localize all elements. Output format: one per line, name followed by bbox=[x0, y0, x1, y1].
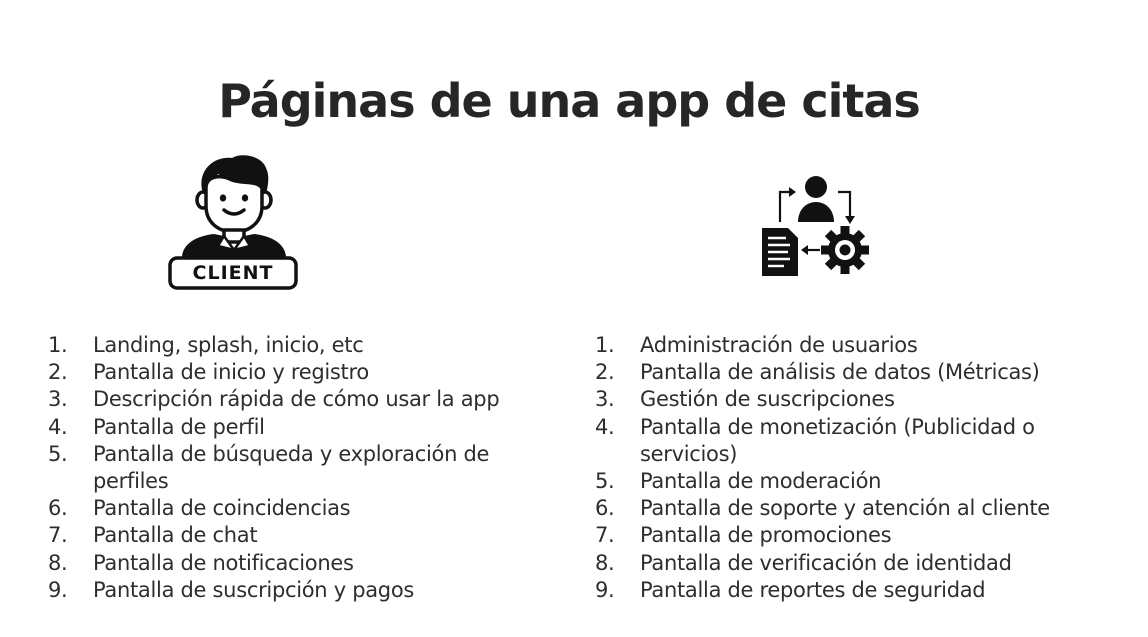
client-pages-list bbox=[48, 332, 548, 604]
client-list-item bbox=[48, 577, 548, 604]
page-title: Páginas de una app de citas bbox=[218, 73, 920, 128]
client-list-item-text: Landing, splash, inicio, etc bbox=[93, 333, 364, 357]
admin-list-item bbox=[595, 522, 1115, 549]
admin-list-item bbox=[595, 386, 1115, 413]
client-list-item-number: 5. bbox=[48, 441, 68, 466]
client-list-item bbox=[48, 359, 548, 386]
client-list-item bbox=[48, 386, 548, 413]
admin-list-item-text: Pantalla de promociones bbox=[640, 523, 892, 548]
client-list-item-number: 1. bbox=[48, 333, 68, 357]
client-list-item-number: 8. bbox=[48, 550, 68, 575]
client-list-item-number: 6. bbox=[48, 496, 68, 521]
admin-list-item-text: Administración de usuarios bbox=[640, 333, 918, 357]
admin-list-item-number: 3. bbox=[595, 387, 615, 412]
client-list-item bbox=[48, 522, 548, 549]
admin-list-item-number: 1. bbox=[595, 333, 615, 357]
client-list-item bbox=[48, 332, 548, 359]
admin-management-icon bbox=[758, 172, 872, 280]
admin-list-item-number: 4. bbox=[595, 414, 615, 439]
client-list-item-text: Descripción rápida de cómo usar la app bbox=[93, 387, 500, 412]
admin-list-item bbox=[595, 359, 1115, 386]
admin-list-item-number: 2. bbox=[595, 360, 615, 385]
admin-list-item bbox=[595, 495, 1115, 522]
admin-list-item-text: Pantalla de verificación de identidad bbox=[640, 550, 1012, 575]
client-list-item-text: Pantalla de perfil bbox=[93, 414, 265, 439]
admin-pages-list bbox=[595, 332, 1115, 604]
admin-list-item-text: Gestión de suscripciones bbox=[640, 387, 895, 412]
admin-list-item-text: Pantalla de soporte y atención al cliente bbox=[640, 496, 1050, 521]
admin-list-item bbox=[595, 332, 1115, 359]
client-list-item-text: Pantalla de suscripción y pagos bbox=[93, 577, 415, 602]
admin-list-item bbox=[595, 577, 1115, 604]
client-list-item-text: Pantalla de chat bbox=[93, 523, 258, 548]
client-badge-text: CLIENT bbox=[192, 262, 274, 284]
admin-list-item-number: 8. bbox=[595, 550, 615, 575]
client-list-item bbox=[48, 414, 548, 441]
client-list-item bbox=[48, 495, 548, 522]
client-list-item-text: Pantalla de notificaciones bbox=[93, 550, 354, 575]
admin-list-item bbox=[595, 468, 1115, 495]
admin-list-item-number: 7. bbox=[595, 523, 615, 548]
client-list-item-number: 2. bbox=[48, 360, 68, 385]
admin-list-item-text: Pantalla de análisis de datos (Métricas) bbox=[640, 360, 1040, 385]
admin-list-item-text: Pantalla de monetización (Publicidad o servicios) bbox=[640, 414, 1035, 466]
admin-list-item-number: 6. bbox=[595, 496, 615, 521]
admin-list-item bbox=[595, 550, 1115, 577]
client-list-item bbox=[48, 550, 548, 577]
client-list-item-number: 9. bbox=[48, 577, 68, 602]
admin-list-item-text: Pantalla de reportes de seguridad bbox=[640, 577, 986, 602]
admin-list-item-number: 5. bbox=[595, 469, 615, 494]
client-icon bbox=[166, 150, 301, 292]
client-list-item-text: Pantalla de búsqueda y exploración de perfiles bbox=[93, 441, 490, 494]
admin-list-item-number: 9. bbox=[595, 577, 615, 602]
client-list-item-number: 3. bbox=[48, 387, 68, 412]
client-list-item-text: Pantalla de coincidencias bbox=[93, 496, 351, 521]
admin-list-item bbox=[595, 414, 1115, 468]
client-list-item-text: Pantalla de inicio y registro bbox=[93, 360, 369, 385]
client-list-item bbox=[48, 441, 548, 495]
client-list-item-number: 4. bbox=[48, 414, 68, 439]
client-list-item-number: 7. bbox=[48, 523, 68, 548]
admin-list-item-text: Pantalla de moderación bbox=[640, 469, 882, 494]
